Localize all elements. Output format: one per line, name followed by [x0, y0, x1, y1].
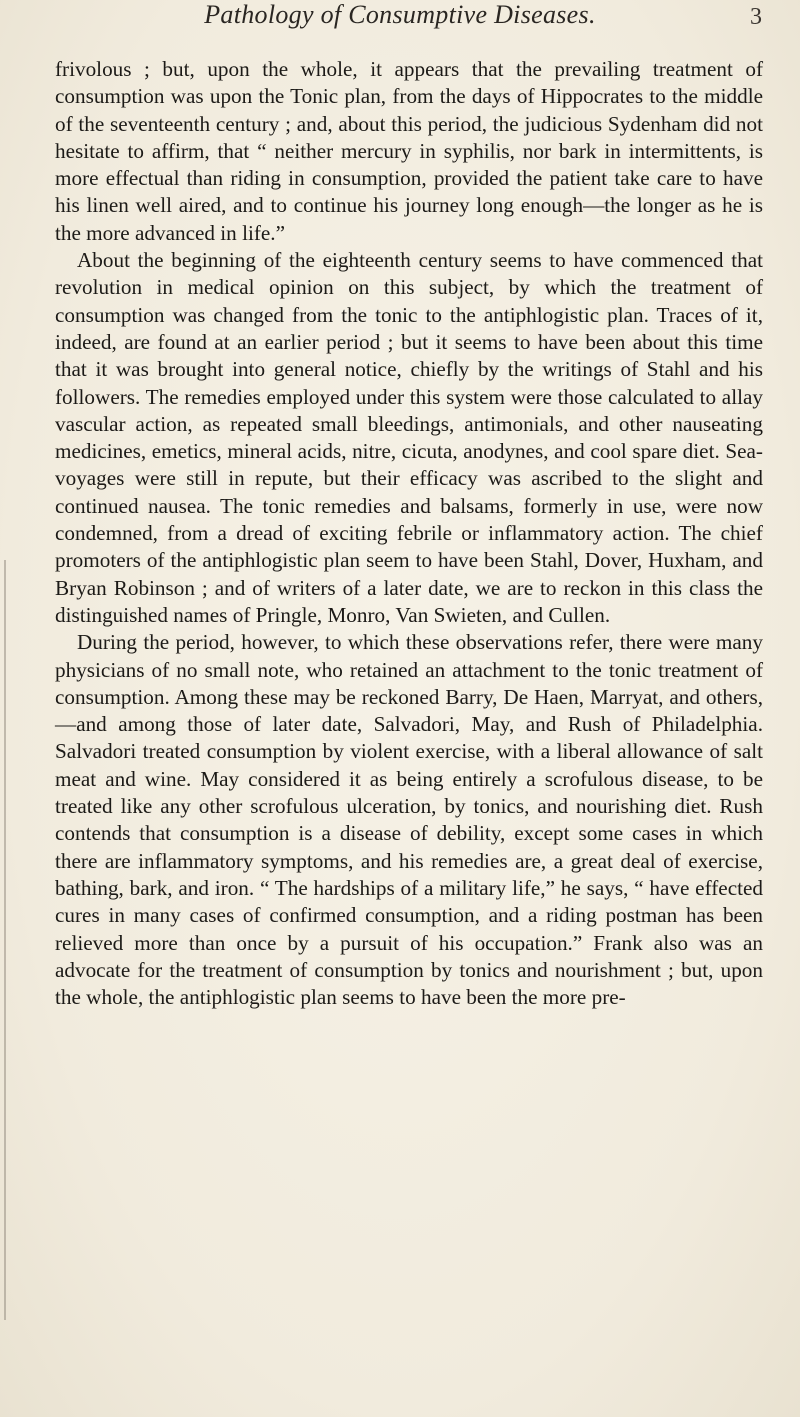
running-title: Pathology of Consumptive Diseases. — [204, 0, 596, 29]
paragraph: frivolous ; but, upon the whole, it appears that the prevailing treatment of consumption was upon the Tonic plan, from the days of Hippocrates to the middle of the seventeenth century ; and, about this period, the judicious Sydenham did not hesitate to affirm, that “ neither mercury in syphilis, nor bark in intermittents, is more effectual than riding in consumption, provided the patient take care to have his linen well aired, and to continue his journey long enough—the longer as he is the more advanced in life.” — [55, 57, 763, 245]
body-text — [55, 56, 763, 1011]
page-number: 3 — [750, 4, 762, 30]
paragraph: During the period, however, to which these observations refer, there were many physicians of no small note, who retained an attachment to the tonic treatment of consumption. Among these may be reckoned Barry, De Haen, Marryat, and others, —and among those of later date, Salvadori, May, and Rush of Philadelphia. Salvadori treated consumption by violent exercise, with a liberal allowance of salt meat and wine. May considered it as being entirely a scrofulous disease, to be treated like any other scrofulous ulceration, by tonics, and nourishing diet. Rush contends that consumption is a disease of debility, except some cases in which there are inflammatory symptoms, and his remedies are, a great deal of exercise, bathing, bark, and iron. “ The hardships of a military life,” he says, “ have effected cures in many cases of confirmed consumption, and a riding postman has been relieved more than once by a pursuit of his occupation.” Frank also was an advocate for the treatment of consumption by tonics and nourishment ; but, upon the whole, the antiphlogistic plan seems to have been the more pre- — [55, 630, 763, 1010]
paragraph: About the beginning of the eighteenth century seems to have commenced that revolution in medical opinion on this subject, by which the treatment of consumption was changed from the tonic to the antiphlogistic plan. Traces of it, indeed, are found at an earlier period ; but it seems to have been about this time that it was brought into general notice, chiefly by the writings of Stahl and his followers. The remedies employed under this system were those calculated to allay vascular action, as repeated small bleedings, antimonials, and other nauseating medicines, emetics, mineral acids, nitre, cicuta, anodynes, and cool spare diet. Sea-voyages were still in repute, but their efficacy was ascribed to the slight and continued nausea. The tonic remedies and balsams, formerly in use, were now condemned, from a dread of exciting febrile or inflammatory action. The chief promoters of the antiphlogistic plan seem to have been Stahl, Dover, Huxham, and Bryan Robinson ; and of writers of a later date, we are to reckon in this class the distinguished names of Pringle, Monro, Van Swieten, and Cullen. — [55, 248, 763, 627]
margin-rule — [4, 560, 6, 1320]
running-head — [30, 0, 770, 42]
